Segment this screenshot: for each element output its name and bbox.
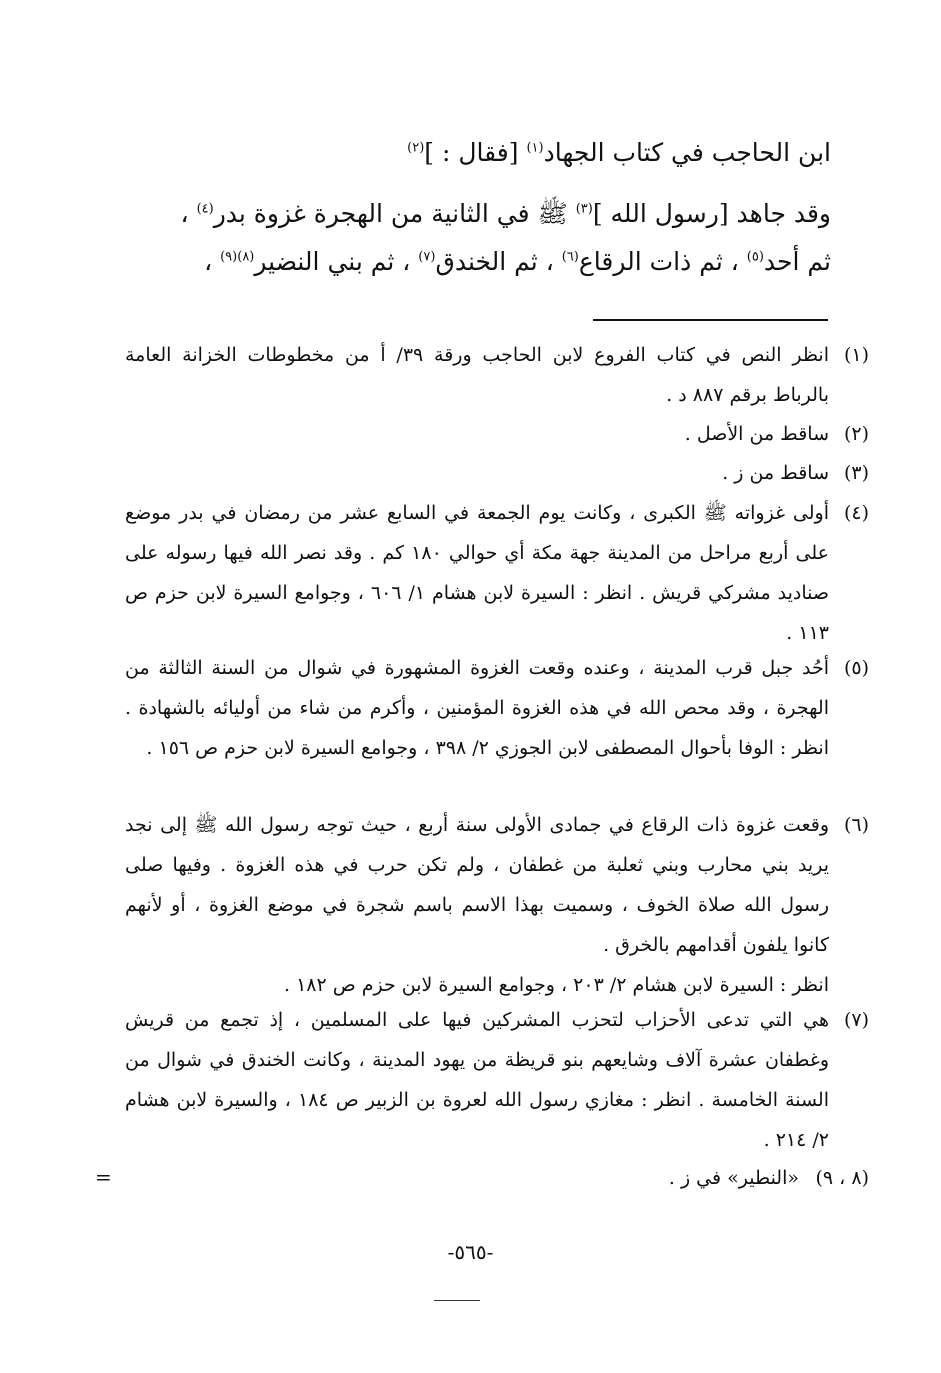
footnote-ref[interactable]: (٥) — [746, 249, 764, 265]
text-segment: ثم أحد — [763, 247, 831, 276]
text-segment: ، ثم ذات الرقاع — [578, 247, 747, 276]
text-segment: ﷺ في الثانية من الهجرة غزوة بدر — [213, 199, 576, 228]
footnote-number: (٢) — [843, 423, 869, 445]
footnote-1 — [125, 335, 869, 415]
text-segment: وقد جاهد [رسول الله ] — [592, 199, 831, 228]
footnote-text: أولى غزواته ﷺ الكبرى ، وكانت يوم الجمعة في السابع عشر من رمضان في بدر موضع على أربع مراحل من المدينة جهة مكة أي حوالي ١٨٠ كم . وقد نصر الله فيها رسوله على صناديد مشركي قريش . انظر : السيرة لابن هشام ١/ ٦٠٦ ، وجوامع السيرة لابن حزم ص ١١٣ . — [125, 502, 829, 644]
footnote-text: ساقط من ز . — [722, 462, 829, 484]
footnote-separator — [593, 319, 828, 321]
footnote-number: (٤) — [843, 502, 869, 524]
footnote-number: (٧) — [843, 1009, 869, 1031]
text-segment: ، — [204, 247, 221, 276]
footnote-number: (٦) — [843, 814, 869, 836]
footnote-8-9 — [125, 1158, 869, 1198]
footnote-3 — [125, 453, 869, 493]
footnote-ref[interactable]: (٢) — [407, 140, 425, 156]
footnote-text: أحُد جبل قرب المدينة ، وعنده وقعت الغزوة المشهورة في شوال من السنة الثالثة من الهجرة ، وقد محص الله في هذه الغزوة المؤمنين ، وأكرم من شاء من أوليائه بالشهادة . انظر : الوفا بأحوال المصطفى لابن الجوزي ٢/ ٣٩٨ ، وجوامع السيرة لابن حزم ص ١٥٦ . — [125, 657, 829, 759]
text-segment: ، — [180, 199, 197, 228]
footnote-ref[interactable]: (٦) — [561, 249, 579, 265]
continuation-mark: = — [95, 1165, 112, 1189]
footnote-text: وقعت غزوة ذات الرقاع في جمادى الأولى سنة أربع ، حيث توجه رسول الله ﷺ إلى نجد يريد بني محارب وبني ثعلبة من غطفان ، ولم تكن حرب في هذه الغزوة . وفيها صلى رسول الله صلاة الخوف ، وسميت بهذا الاسم باسم شجرة في موضع الغزوة ، أو لأنهم كانوا يلفون أقدامهم بالخرق . — [125, 814, 829, 956]
footnote-ref[interactable]: (٤) — [196, 201, 214, 217]
footnote-text: ساقط من الأصل . — [684, 423, 829, 445]
footnote-number: (٨ ، ٩) — [815, 1167, 869, 1189]
footnote-ref[interactable]: (٣) — [575, 201, 593, 217]
footnote-text: هي التي تدعى الأحزاب لتحزب المشركين فيها على المسلمين ، إذ تجمع من قريش وغطفان عشرة آلاف وشايعهم بنو قريظة من يهود المدينة ، وكانت الخندق في شوال من السنة الخامسة . انظر : مغازي رسول الله لعروة بن الزبير ص ١٨٤ ، والسيرة لابن هشام ٢/ ٢١٤ . — [125, 1009, 830, 1151]
footnote-number: (٣) — [843, 462, 869, 484]
footnote-continuation: انظر : السيرة لابن هشام ٢/ ٢٠٣ ، وجوامع السيرة لابن حزم ص ١٨٢ . — [283, 974, 829, 996]
main-text-line-3 — [111, 245, 831, 279]
footnote-text: «النطير» في ز . — [668, 1167, 799, 1189]
footnote-ref[interactable]: (٨)(٩) — [220, 249, 255, 265]
main-text-line-1 — [111, 136, 831, 170]
footnote-5 — [125, 648, 869, 768]
footnote-6 — [125, 805, 869, 1005]
footnote-7 — [125, 1000, 869, 1160]
footnote-number: (١) — [843, 344, 869, 366]
text-segment: ، ثم بني النضير — [254, 247, 419, 276]
footnote-2 — [125, 414, 869, 454]
main-text-line-2 — [111, 197, 831, 231]
text-segment: ابن الحاجب في كتاب الجهاد — [543, 138, 831, 167]
page-number: -٥٦٥- — [447, 1240, 494, 1264]
footnote-number: (٥) — [843, 657, 869, 679]
text-segment: [فقال : ] — [424, 138, 527, 167]
footnote-text: انظر النص في كتاب الفروع لابن الحاجب ورقة ٣٩/ أ من مخطوطات الخزانة العامة بالرباط برقم ٨٨٧ د . — [125, 344, 829, 406]
footnote-ref[interactable]: (١) — [526, 140, 544, 156]
footnote-ref[interactable]: (٧) — [418, 249, 436, 265]
text-segment: ، ثم الخندق — [435, 247, 562, 276]
footnote-4 — [125, 493, 869, 653]
bottom-rule — [434, 1300, 480, 1301]
